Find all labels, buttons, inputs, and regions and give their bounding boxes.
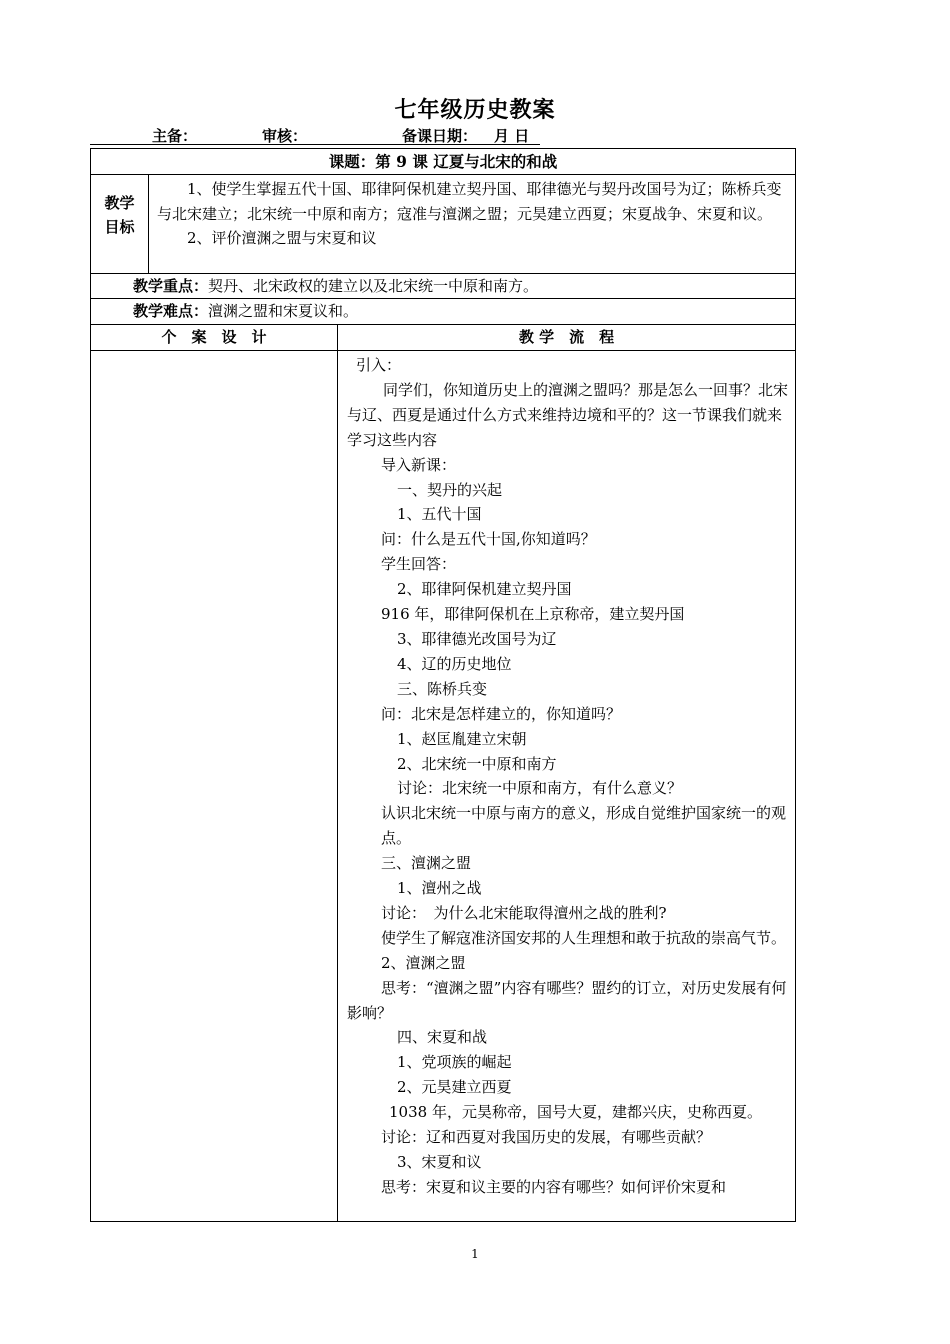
flow-line: 1、党项族的崛起 <box>397 1053 512 1072</box>
difficulties <box>133 299 358 324</box>
flow-line: 3、耶律德光改国号为辽 <box>397 629 557 648</box>
flow-line: 4、辽的历史地位 <box>397 654 512 673</box>
difficulties-row <box>91 299 795 325</box>
flow-line: 讨论：北宋统一中原和南方，有什么意义？ <box>397 779 683 798</box>
flow-line: 916 年，耶律阿保机在上京称帝，建立契丹国 <box>381 605 685 624</box>
column-header-design: 个 案 设 计 <box>161 328 267 346</box>
flow-line: 1038 年，元昊称帝，国号大夏，建都兴庆，史称西夏。 <box>389 1103 762 1122</box>
difficulties-label: 教学难点： <box>133 302 209 320</box>
lesson-plan-table <box>90 148 796 1222</box>
header-info-line <box>90 124 540 145</box>
goals-row <box>91 175 795 274</box>
difficulties-text: 澶渊之盟和宋夏议和。 <box>208 302 359 320</box>
flow-line: 2、北宋统一中原和南方 <box>397 754 557 773</box>
flow-line: 3、宋夏和议 <box>397 1153 482 1171</box>
flow-line: 问：什么是五代十国,你知道吗？ <box>381 530 596 549</box>
goals-label <box>91 191 148 239</box>
page-title: 七年级历史教案 <box>394 97 556 123</box>
flow-line: 三、陈桥兵变 <box>397 679 488 698</box>
goal-item-2: 2、评价澶渊之盟与宋夏和议 <box>187 229 377 247</box>
flow-line: 1、赵匡胤建立宋朝 <box>397 729 527 748</box>
date-label: 备课日期： <box>402 127 478 145</box>
page-number: 1 <box>471 1247 479 1261</box>
chief-label: 主备： <box>152 127 198 145</box>
goals-label-line-1: 教学 <box>104 194 135 212</box>
flow-line: 1、五代十国 <box>397 505 482 524</box>
flow-line: 2、澶渊之盟 <box>381 953 466 972</box>
column-header-row <box>91 325 795 351</box>
month-day: 月 日 <box>494 127 530 145</box>
key-points <box>133 274 538 299</box>
flow-line: 学生回答： <box>381 555 457 574</box>
flow-line: 引入： <box>356 356 402 374</box>
lesson-topic-row <box>91 149 795 175</box>
goals-label-line-2: 目标 <box>104 218 135 236</box>
goal-item-1: 1、使学生掌握五代十国、耶律阿保机建立契丹国、耶律德光与契丹改国号为辽；陈桥兵变与北宋建立；北宋统一中原和南方；寇准与澶渊之盟；元昊建立西夏；宋夏战争、宋夏和议。 <box>157 180 782 223</box>
lesson-topic: 课题：第 9 课 辽夏与北宋的和战 <box>328 152 558 171</box>
flow-line: 1、澶州之战 <box>397 879 482 898</box>
flow-line: 2、元昊建立西夏 <box>397 1078 512 1097</box>
key-points-row <box>91 274 795 299</box>
column-divider <box>337 325 338 1221</box>
flow-paragraph: 认识北宋统一中原与南方的意义，形成自觉维护国家统一的观点。 <box>381 804 787 848</box>
flow-paragraph: 思考：“澶渊之盟”内容有哪些？盟约的订立，对历史发展有何影响？ <box>347 978 787 1022</box>
flow-line: 讨论：辽和西夏对我国历史的发展，有哪些贡献？ <box>381 1128 712 1147</box>
column-header-flow: 教 学 流 程 <box>518 328 615 346</box>
flow-line: 三、澶渊之盟 <box>381 854 472 873</box>
flow-line: 导入新课： <box>381 455 457 474</box>
key-points-label: 教学重点： <box>133 277 209 295</box>
goals-text <box>157 177 787 251</box>
flow-line: 问：北宋是怎样建立的，你知道吗？ <box>381 704 622 723</box>
flow-paragraph: 使学生了解寇准济国安邦的人生理想和敢于抗敌的崇高气节。 <box>381 928 787 947</box>
review-label: 审核： <box>262 127 308 145</box>
flow-line: 四、宋夏和战 <box>397 1028 488 1047</box>
goals-divider <box>148 175 149 273</box>
flow-paragraph: 同学们，你知道历史上的澶渊之盟吗？那是怎么一回事？北宋与辽、西夏是通过什么方式来维持边境和平的？这一节课我们就来学习这些内容 <box>347 380 789 449</box>
flow-line: 2、耶律阿保机建立契丹国 <box>397 580 572 599</box>
flow-line: 讨论： 为什么北宋能取得澶州之战的胜利? <box>381 903 667 922</box>
key-points-text: 契丹、北宋政权的建立以及北宋统一中原和南方。 <box>208 277 539 295</box>
flow-line: 一、契丹的兴起 <box>397 480 503 499</box>
teaching-flow <box>347 353 789 1200</box>
flow-line: 思考：宋夏和议主要的内容有哪些？如何评价宋夏和 <box>381 1177 727 1196</box>
